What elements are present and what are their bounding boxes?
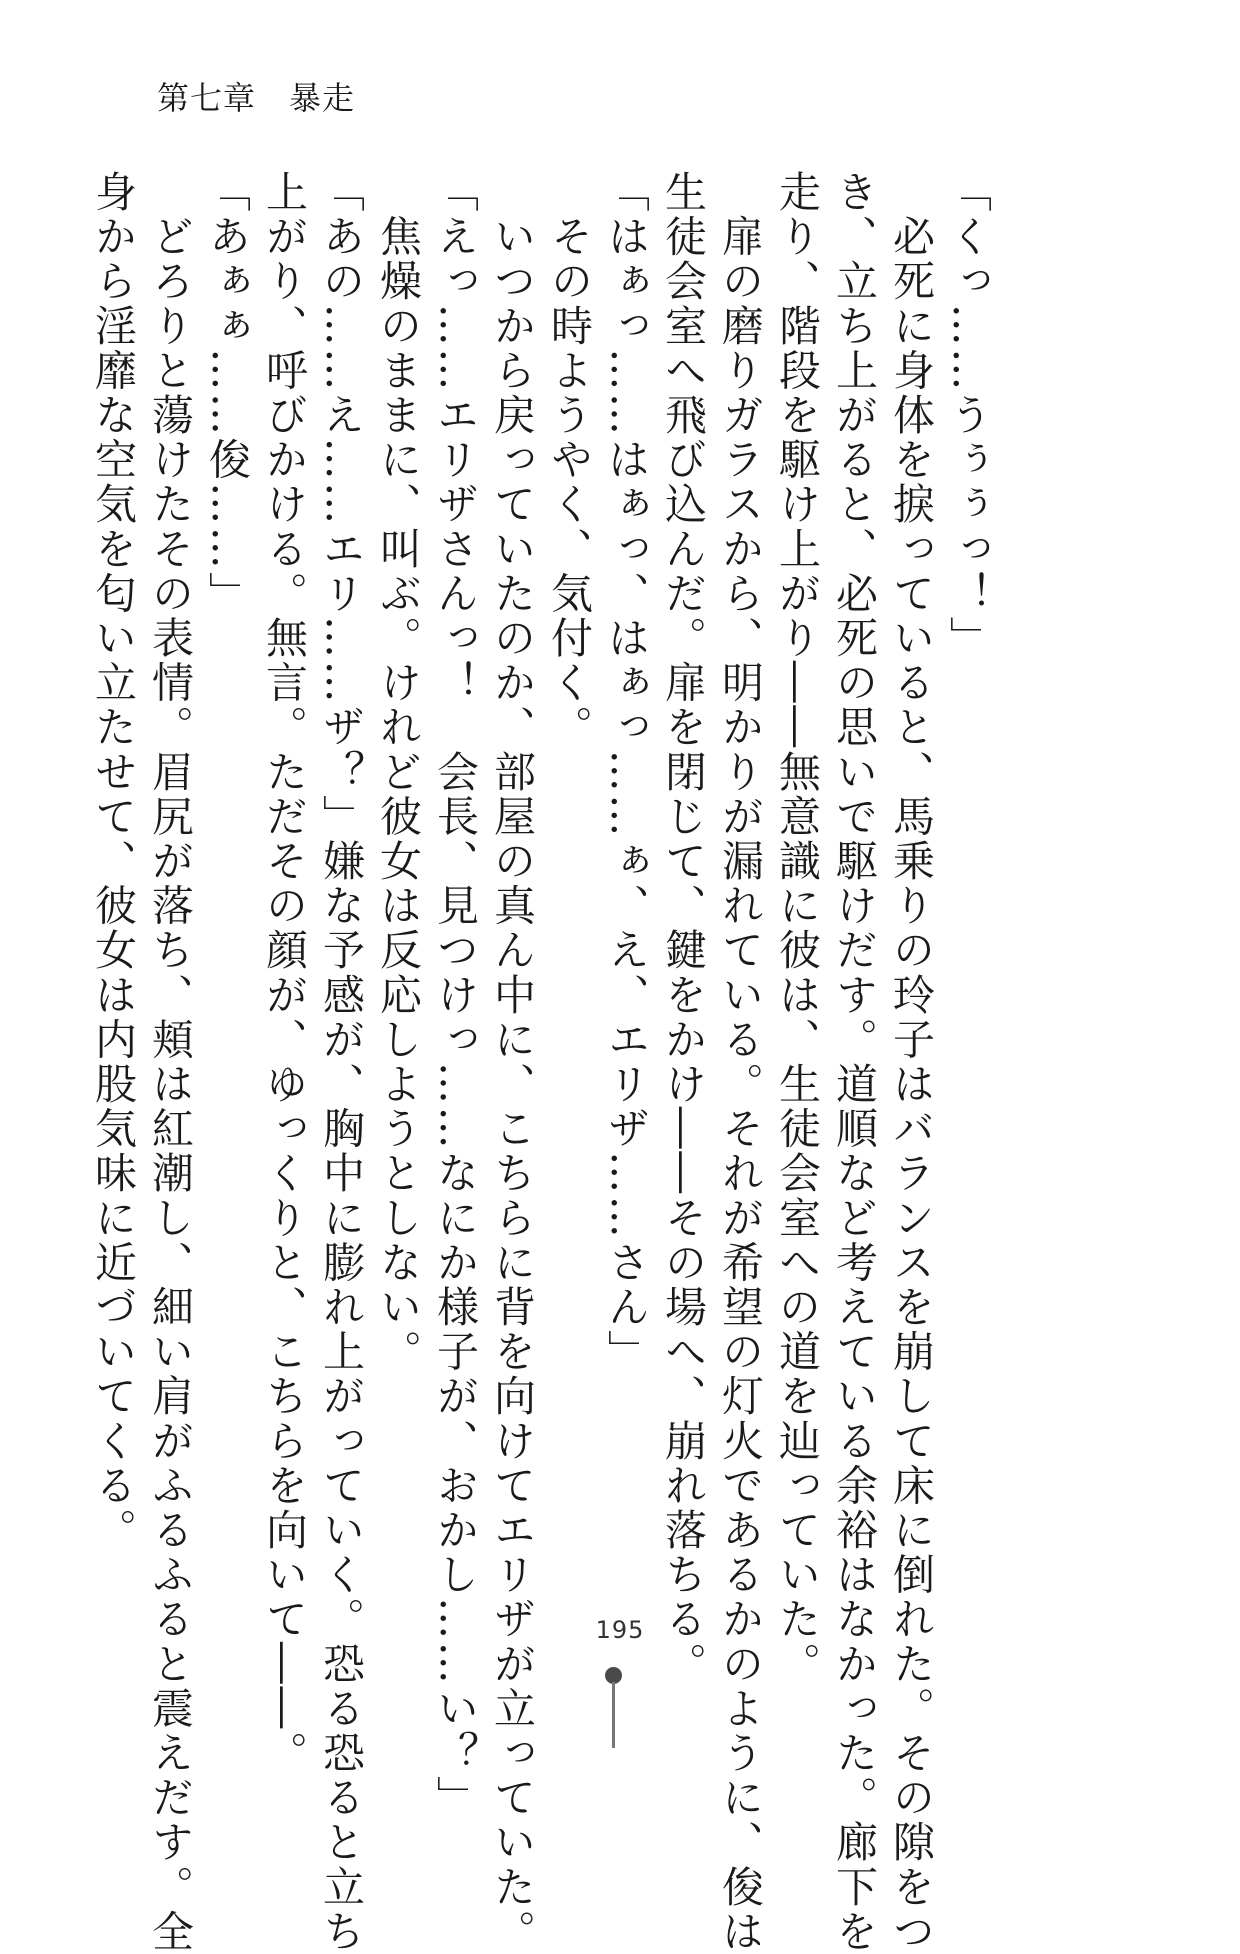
text-line: 「えっ……エリザさんっ！ 会長、見つけっ……なにか様子が、おかし……い？」	[431, 170, 480, 1821]
text-line: どろりと蕩けたその表情。眉尻が落ち、頬は紅潮し、細い肩がふるふると震えだす。全	[146, 170, 195, 1954]
text-line: その時ようやく、気付く。	[545, 170, 594, 750]
chapter-title: 第七章 暴走	[157, 79, 356, 117]
text-line: 「くっ……うぅぅっ！」	[944, 170, 993, 661]
text-line: 走り、階段を駆け上がり――無意識に彼は、生徒会室への道を辿っていた。	[773, 170, 822, 1687]
footer-divider	[612, 1682, 615, 1748]
text-line: 「あの……え……エリ……ザ？」嫌な予感が、胸中に膨れ上がっていく。恐る恐ると立ち	[317, 170, 366, 1954]
page-number: 195	[595, 1616, 645, 1644]
text-line: 上がり、呼びかける。無言。ただその顔が、ゆっくりと、こちらを向いて――。	[260, 170, 309, 1776]
text-line: 「はぁっ……はぁっ、はぁっ……ぁ、え、エリザ……さん」	[602, 170, 651, 1375]
text-line: いつから戻っていたのか、部屋の真ん中に、こちらに背を向けてエリザが立っていた。	[488, 170, 537, 1954]
text-line: 「あぁぁ……俊……」	[203, 170, 252, 616]
text-line: 生徒会室へ飛び込んだ。扉を閉じて、鍵をかけ――その場へ、崩れ落ちる。	[659, 170, 708, 1687]
text-line: 焦燥のままに、叫ぶ。けれど彼女は反応しようとしない。	[374, 170, 423, 1375]
text-line: 必死に身体を捩っていると、馬乗りの玲子はバランスを崩して床に倒れた。その隙をつ	[887, 170, 936, 1954]
text-line: 身から淫靡な空気を匂い立たせて、彼女は内股気味に近づいてくる。	[89, 170, 138, 1553]
text-line: 扉の磨りガラスから、明かりが漏れている。それが希望の灯火であるかのように、俊は	[716, 170, 765, 1954]
text-line: き、立ち上がると、必死の思いで駆けだす。道順など考えている余裕はなかった。廊下を	[830, 170, 879, 1954]
